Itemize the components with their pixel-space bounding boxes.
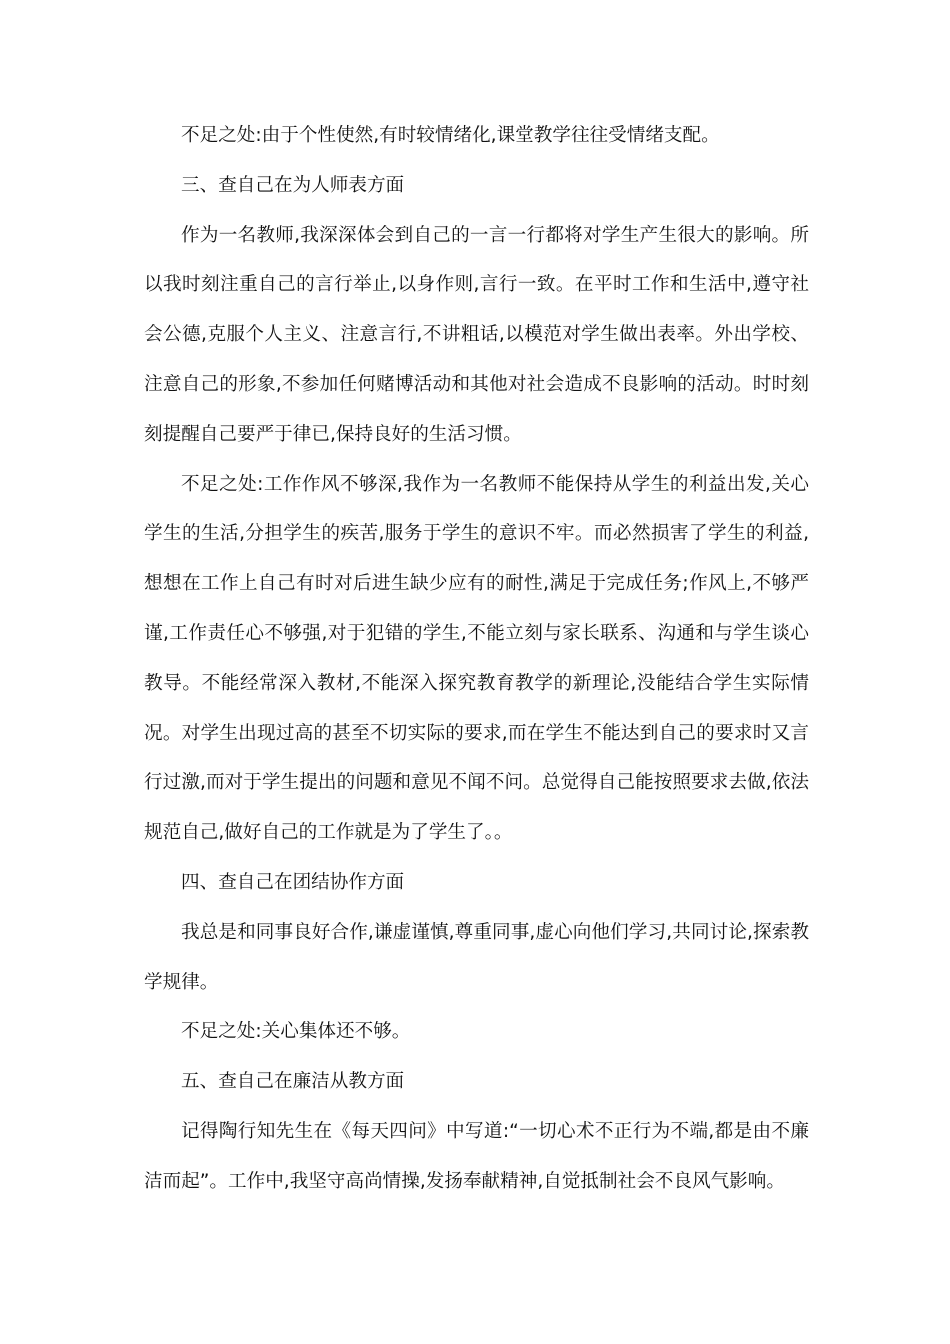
section-heading-role-model: 三、查自己在为人师表方面 [181,174,405,196]
section-heading-integrity: 五、查自己在廉洁从教方面 [181,1071,405,1093]
paragraph-teamwork: 我总是和同事良好合作,谦虚谨慎,尊重同事,虚心向他们学习,共同讨论,探索教学规律。 [144,921,809,993]
paragraph-shortcoming-work-style: 不足之处:工作作风不够深,我作为一名教师不能保持从学生的利益出发,关心学生的生活,分担学生的疾苦,服务于学生的意识不牢。而必然损害了学生的利益,想想在工作上自己有时对后进生缺少应有的耐性,满足于完成任务;作风上,不够严谨,工作责任心不够强,对于犯错的学生,不能立刻与家长联系、沟通和与学生谈心教导。不能经常深入教材,不能深入探究教育教学的新理论,没能结合学生实际情况。对学生出现过高的甚至不切实际的要求,而在学生不能达到自己的要求时又言行过激,而对于学生提出的问题和意见不闻不问。总觉得自己能按照要求去做,依法规范自己,做好自己的工作就是为了学生了。。 [144,473,809,844]
paragraph-integrity: 记得陶行知先生在《每天四问》中写道:“一切心术不正行为不端,都是由不廉洁而起”。工作中,我坚守高尚情操,发扬奉献精神,自觉抵制社会不良风气影响。 [144,1120,809,1192]
paragraph-role-model: 作为一名教师,我深深体会到自己的一言一行都将对学生产生很大的影响。所以我时刻注重自己的言行举止,以身作则,言行一致。在平时工作和生活中,遵守社会公德,克服个人主义、注意言行,不讲粗话,以模范对学生做出表率。外出学校、注意自己的形象,不参加任何赌博活动和其他对社会造成不良影响的活动。时时刻刻提醒自己要严于律已,保持良好的生活习惯。 [144,224,809,445]
section-heading-teamwork: 四、查自己在团结协作方面 [181,871,405,893]
document-body [144,111,809,1207]
paragraph-shortcoming-emotion: 不足之处:由于个性使然,有时较情绪化,课堂教学往往受情绪支配。 [181,125,720,146]
paragraph-shortcoming-collective: 不足之处:关心集体还不够。 [181,1021,411,1043]
